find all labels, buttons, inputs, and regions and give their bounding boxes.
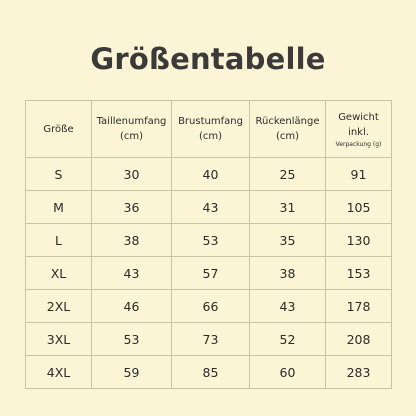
- header-weight-line3: Verpackung (g): [335, 140, 382, 148]
- header-chest-unit: (cm): [198, 131, 223, 142]
- table-row: [26, 323, 392, 356]
- page-title: Größentabelle: [90, 42, 326, 76]
- cell-size: 3XL: [26, 323, 92, 356]
- cell-waist: 30: [92, 158, 172, 191]
- header-weight-line1: Gewicht: [338, 111, 379, 123]
- header-size-label: Größe: [43, 123, 74, 135]
- cell-waist: 46: [92, 290, 172, 323]
- table-row: [26, 356, 392, 389]
- cell-chest: 40: [172, 158, 250, 191]
- cell-size: M: [26, 191, 92, 224]
- cell-chest: 57: [172, 257, 250, 290]
- cell-weight: 283: [326, 356, 392, 389]
- cell-waist: 43: [92, 257, 172, 290]
- header-chest: [172, 101, 250, 158]
- cell-back: 60: [250, 356, 326, 389]
- table-row: [26, 257, 392, 290]
- header-waist: [92, 101, 172, 158]
- header-back: [250, 101, 326, 158]
- cell-weight: 153: [326, 257, 392, 290]
- cell-waist: 53: [92, 323, 172, 356]
- cell-size: S: [26, 158, 92, 191]
- cell-chest: 85: [172, 356, 250, 389]
- header-waist-unit: (cm): [119, 131, 144, 142]
- cell-waist: 59: [92, 356, 172, 389]
- table-row: [26, 224, 392, 257]
- cell-chest: 73: [172, 323, 250, 356]
- cell-size: L: [26, 224, 92, 257]
- cell-weight: 105: [326, 191, 392, 224]
- cell-weight: 130: [326, 224, 392, 257]
- cell-waist: 38: [92, 224, 172, 257]
- table-header-row: [26, 101, 392, 158]
- cell-chest: 43: [172, 191, 250, 224]
- cell-back: 31: [250, 191, 326, 224]
- header-size: [26, 101, 92, 158]
- header-back-unit: (cm): [275, 131, 300, 142]
- cell-back: 43: [250, 290, 326, 323]
- cell-back: 52: [250, 323, 326, 356]
- header-chest-label: Brustumfang: [178, 116, 243, 127]
- header-back-label: Rückenlänge: [255, 116, 320, 127]
- cell-back: 35: [250, 224, 326, 257]
- header-weight-line2: inkl.: [348, 126, 369, 138]
- cell-back: 25: [250, 158, 326, 191]
- cell-size: 2XL: [26, 290, 92, 323]
- cell-size: XL: [26, 257, 92, 290]
- cell-back: 38: [250, 257, 326, 290]
- table-row: [26, 191, 392, 224]
- size-chart-table: [25, 100, 392, 389]
- cell-chest: 53: [172, 224, 250, 257]
- table-row: [26, 158, 392, 191]
- header-waist-label: Taillenumfang: [96, 116, 167, 127]
- cell-weight: 91: [326, 158, 392, 191]
- cell-waist: 36: [92, 191, 172, 224]
- cell-weight: 178: [326, 290, 392, 323]
- header-weight: [326, 101, 392, 158]
- cell-size: 4XL: [26, 356, 92, 389]
- table-row: [26, 290, 392, 323]
- cell-chest: 66: [172, 290, 250, 323]
- cell-weight: 208: [326, 323, 392, 356]
